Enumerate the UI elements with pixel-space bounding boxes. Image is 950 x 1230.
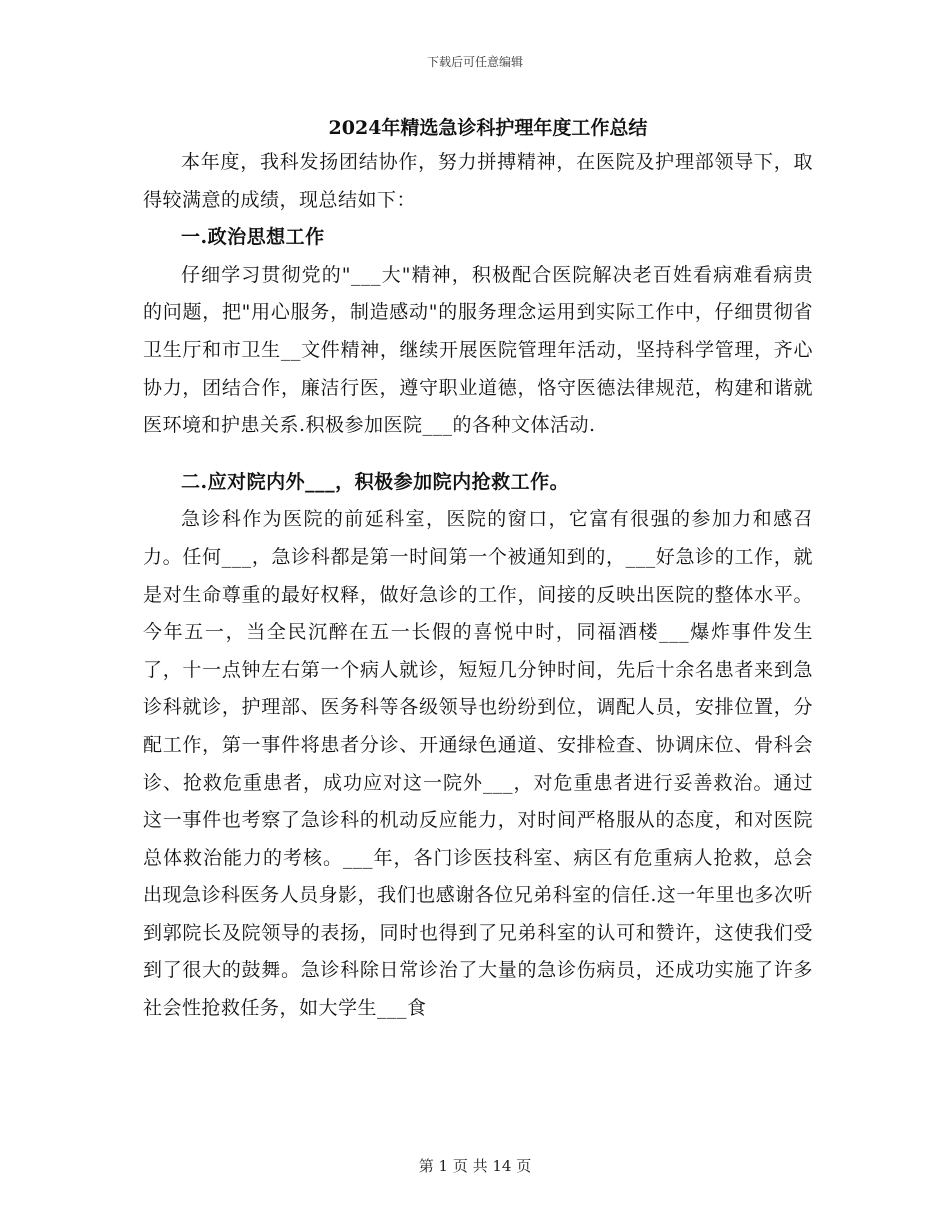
section-2-paragraph: 急诊科作为医院的前延科室，医院的窗口，它富有很强的参加力和感召力。任何___，急诊科都是第一时间第一个被通知到的，___好急诊的工作，就是对生命尊重的最好权释，做好急诊的工作，间接的反映出医院的整体水平。今年五一，当全民沉醉在五一长假的喜悦中时，同福酒楼___爆炸事件发生了，十一点钟左右第一个病人就诊，短短几分钟时间，先后十余名患者来到急诊科就诊，护理部、医务科等各级领导也纷纷到位，调配人员，安排位置，分配工作，第一事件将患者分诊、开通绿色通道、安排检查、协调床位、骨科会诊、抢救危重患者，成功应对这一院外___，对危重患者进行妥善救治。通过这一事件也考察了急诊科的机动反应能力，对时间严格服从的态度，和对医院总体救治能力的考核。___年，各门诊医技科室、病区有危重病人抢救，总会出现急诊科医务人员身影，我们也感谢各位兄弟科室的信任.这一年里也多次听到郭院长及院领导的表扬，同时也得到了兄弟科室的认可和赞许，这使我们受到了很大的鼓舞。急诊科除日常诊治了大量的急诊伤病员，还成功实施了许多社会性抢救任务，如大学生___食 bbox=[143, 508, 813, 1020]
header-note: 下载后可任意编辑 bbox=[426, 55, 523, 69]
section-1-paragraph: 仔细学习贯彻党的"___大"精神，积极配合医院解决老百姓看病难看病贵的问题，把"用心服务，制造感动"的服务理念运用到实际工作中，仔细贯彻省卫生厅和市卫生__文件精神，继续开展医院管理年活动，坚持科学管理，齐心协力，团结合作，廉洁行医，遵守职业道德，恪守医德法律规范，构建和谐就医环境和护患关系.积极参加医院___的各种文体活动. bbox=[143, 263, 813, 437]
document-body bbox=[143, 112, 813, 1028]
page-number-footer: 第 1 页 共 14 页 bbox=[418, 1157, 532, 1175]
intro-paragraph: 本年度，我科发扬团结协作，努力拼搏精神，在医院及护理部领导下，取得较满意的成绩，现总结如下： bbox=[143, 151, 813, 211]
section-1-heading: 一.政治思想工作 bbox=[181, 226, 325, 249]
section-2-heading: 二.应对院内外___，积极参加院内抢救工作。 bbox=[181, 470, 570, 493]
document-title: 2024年精选急诊科护理年度工作总结 bbox=[328, 117, 648, 139]
